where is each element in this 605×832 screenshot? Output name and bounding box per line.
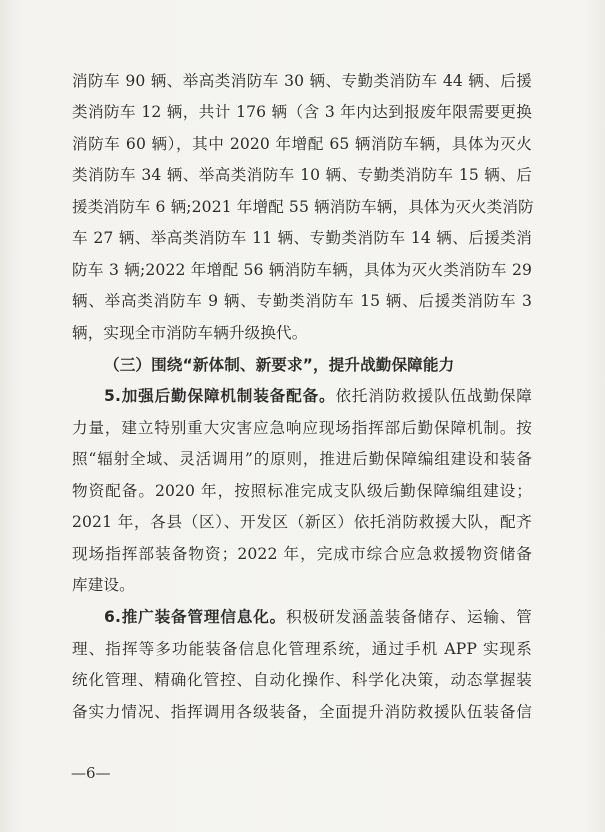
paragraph-6-title: 6.推广装备管理信息化。	[104, 608, 287, 626]
body-line: 类消防车 12 辆，共计 176 辆（含 3 年内达到报废年限需要更换	[72, 103, 532, 121]
body-line: 辆、举高类消防车 9 辆、专勤类消防车 15 辆、后援类消防车 3	[72, 292, 532, 310]
body-line: 消防车 60 辆），其中 2020 年增配 65 辆消防车辆，具体为灭火	[72, 135, 532, 153]
body-line: 现场指挥部装备物资；2022 年，完成市综合应急救援物资储备	[72, 545, 532, 563]
body-line: 类消防车 34 辆、举高类消防车 10 辆、专勤类消防车 15 辆、后	[72, 166, 532, 184]
body-line: 照“辐射全域、灵活调用”的原则，推进后勤保障编组建设和装备	[72, 450, 532, 468]
paragraph-6-text: 积极研发涵盖装备储存、运输、管	[286, 608, 532, 626]
body-line: 消防车 90 辆、举高类消防车 30 辆、专勤类消防车 44 辆、后援	[72, 72, 532, 90]
paragraph-5-title: 5.加强后勤保障机制装备配备。	[104, 387, 336, 405]
body-line: 备实力情况、指挥调用各级装备，全面提升消防救援队伍装备信	[72, 703, 532, 721]
section-heading: （三）围绕“新体制、新要求”，提升战勤保障能力	[104, 356, 455, 374]
body-line: 统化管理、精确化管控、自动化操作、科学化决策，动态掌握装	[72, 671, 532, 689]
body-line: 库建设。	[72, 576, 135, 594]
body-line: 物资配备。2020 年，按照标准完成支队级后勤保障编组建设；	[72, 482, 532, 500]
paragraph-5-first-line	[104, 386, 532, 406]
body-line: 理、指挥等多功能装备信息化管理系统，通过手机 APP 实现系	[72, 640, 532, 658]
body-line: 车 27 辆、举高类消防车 11 辆、专勤类消防车 14 辆、后援类消	[72, 229, 532, 247]
body-line: 辆，实现全市消防车辆升级换代。	[72, 324, 308, 342]
paragraph-6-first-line	[104, 607, 532, 627]
body-line: 2021 年，各县（区）、开发区（新区）依托消防救援大队，配齐	[72, 513, 532, 531]
page-number: —6—	[71, 764, 111, 782]
body-line: 力量，建立特别重大灾害应急响应现场指挥部后勤保障机制。按	[72, 419, 532, 437]
body-line: 防车 3 辆;2022 年增配 56 辆消防车辆，具体为灭火类消防车 29	[72, 261, 532, 279]
body-line: 援类消防车 6 辆;2021 年增配 55 辆消防车辆，具体为灭火类消防	[72, 198, 534, 216]
paragraph-5-text: 依托消防救援队伍战勤保障	[335, 387, 532, 405]
